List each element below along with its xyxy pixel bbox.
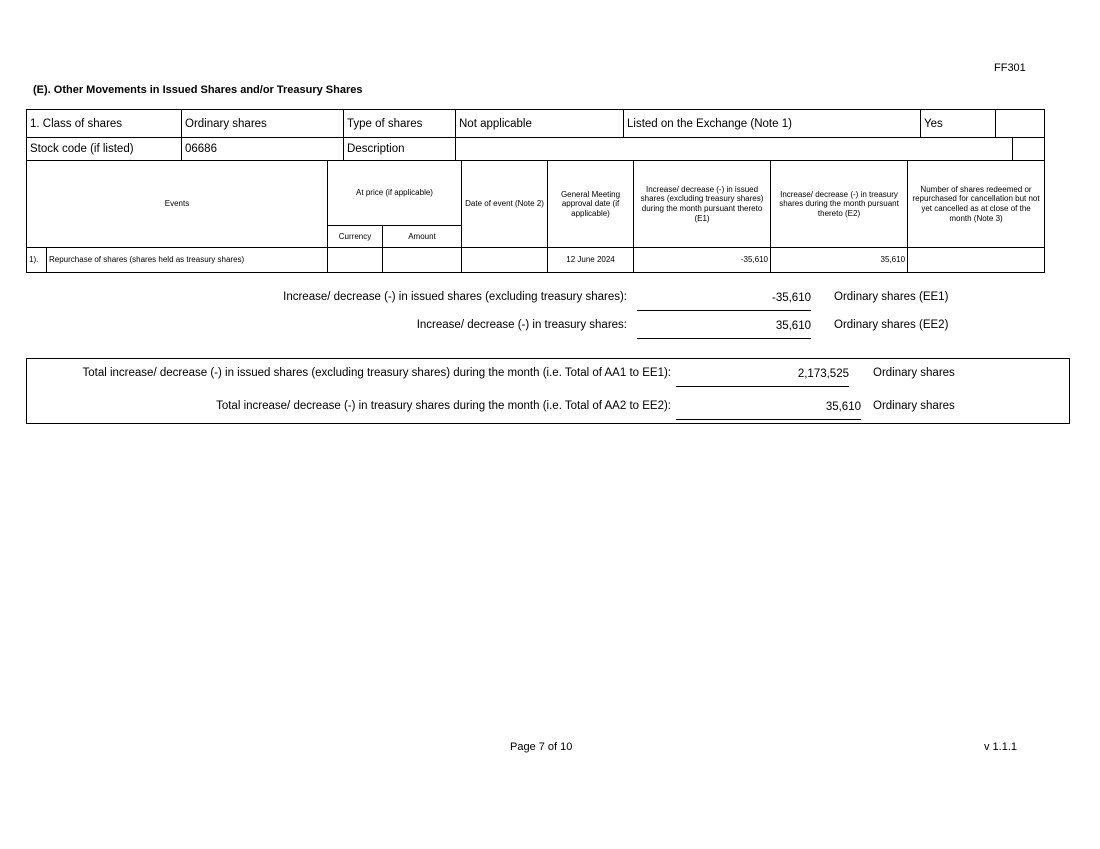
type-label: Type of shares — [344, 110, 456, 138]
ee1-label: Increase/ decrease (-) in issued shares (excluding treasury shares): — [283, 291, 627, 303]
ee1-unit: Ordinary shares (EE1) — [834, 291, 949, 303]
row-date-of-event — [462, 248, 548, 273]
type-value: Not applicable — [456, 110, 624, 138]
listed-label: Listed on the Exchange (Note 1) — [624, 110, 921, 138]
row-event: Repurchase of shares (shares held as treasury shares) — [47, 248, 328, 273]
stock-code-value: 06686 — [182, 138, 344, 161]
version-label: v 1.1.1 — [984, 741, 1018, 753]
row-gm-date: 12 June 2024 — [548, 248, 634, 273]
total-treasury-unit: Ordinary shares — [873, 400, 955, 412]
date-of-event-header: Date of event (Note 2) — [462, 161, 548, 248]
row-currency — [328, 248, 383, 273]
row-index: 1). — [27, 248, 47, 273]
ee2-label: Increase/ decrease (-) in treasury shares: — [416, 319, 627, 331]
class-of-shares-table — [26, 109, 1045, 138]
page-number: Page 7 of 10 — [510, 741, 573, 753]
row-e1: -35,610 — [634, 248, 771, 273]
ee2-unit: Ordinary shares (EE2) — [834, 319, 949, 331]
currency-header: Currency — [328, 226, 383, 248]
description-value — [456, 138, 1013, 161]
description-label: Description — [344, 138, 456, 161]
total-treasury-label: Total increase/ decrease (-) in treasury shares during the month (i.e. Total of AA2 to EE2): — [216, 400, 671, 412]
description-blank — [1013, 138, 1045, 161]
class-label: 1. Class of shares — [27, 110, 182, 138]
total-treasury-value: 35,610 — [676, 397, 861, 420]
row-redeemed — [908, 248, 1045, 273]
section-title: (E). Other Movements in Issued Shares and/or Treasury Shares — [33, 84, 363, 96]
e1-header: Increase/ decrease (-) in issued shares (excluding treasury shares) during the month pursuant thereto (E1) — [634, 161, 771, 248]
events-header: Events — [27, 161, 328, 248]
row-amount — [383, 248, 462, 273]
at-price-header: At price (if applicable) — [328, 161, 462, 226]
listed-value: Yes — [921, 110, 996, 138]
e2-header: Increase/ decrease (-) in treasury shares during the month pursuant thereto (E2) — [771, 161, 908, 248]
general-meeting-header: General Meeting approval date (if applicable) — [548, 161, 634, 248]
ee1-value: -35,610 — [637, 288, 811, 311]
listed-blank — [996, 110, 1045, 138]
redeemed-header: Number of shares redeemed or repurchased for cancellation but not yet cancelled as at close of the month (Note 3) — [908, 161, 1045, 248]
table-row — [27, 248, 1045, 273]
form-code: FF301 — [994, 62, 1026, 74]
events-table — [26, 160, 1045, 273]
class-value: Ordinary shares — [182, 110, 344, 138]
total-issued-unit: Ordinary shares — [873, 367, 955, 379]
amount-header: Amount — [383, 226, 462, 248]
stock-code-table — [26, 137, 1045, 161]
total-issued-label: Total increase/ decrease (-) in issued shares (excluding treasury shares) during the month (i.e. Total of AA1 to EE1): — [82, 367, 671, 379]
total-issued-value: 2,173,525 — [676, 364, 849, 387]
ee2-value: 35,610 — [637, 316, 811, 339]
stock-code-label: Stock code (if listed) — [27, 138, 182, 161]
row-e2: 35,610 — [771, 248, 908, 273]
